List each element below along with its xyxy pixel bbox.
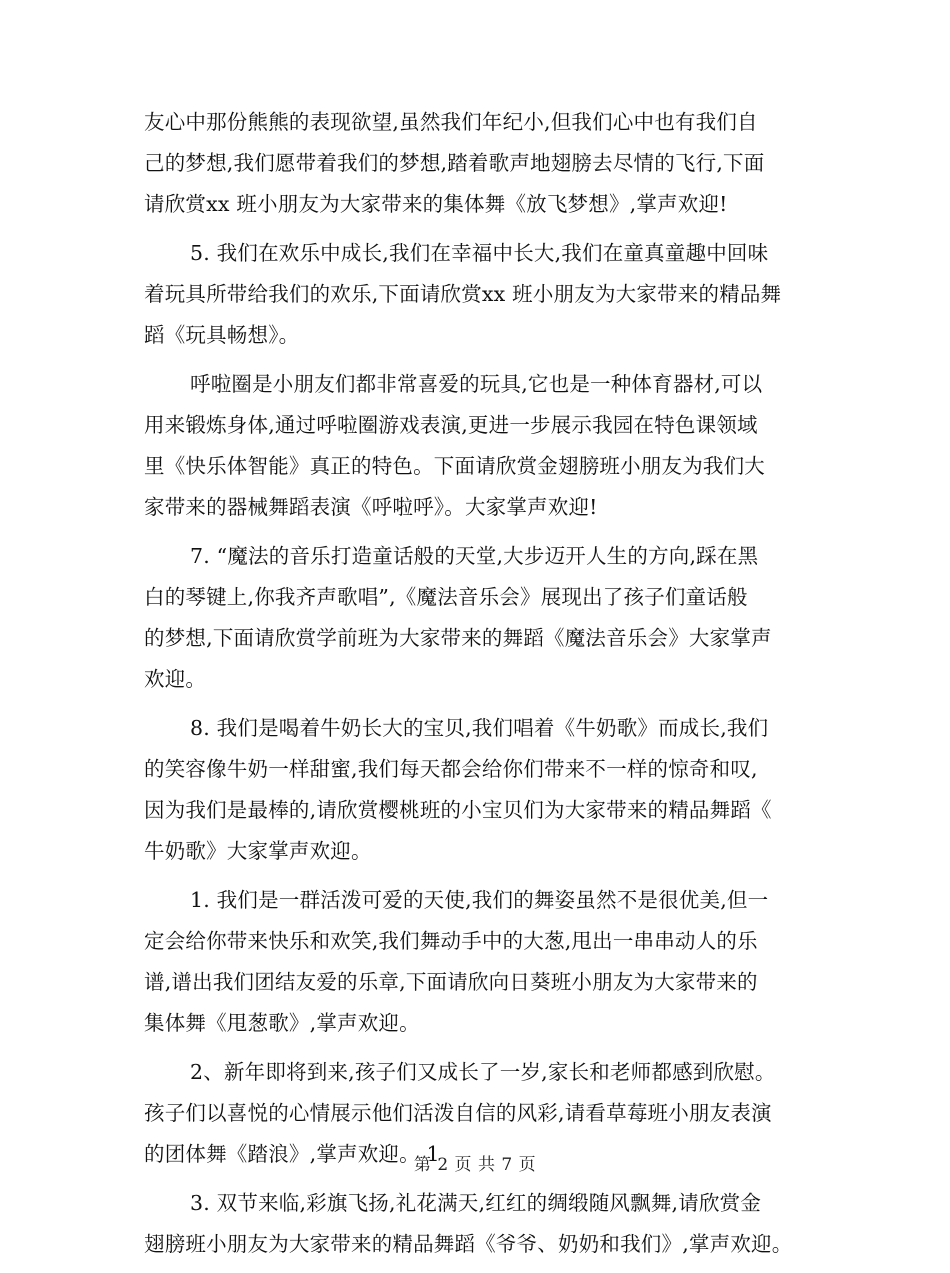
text-line: 8. 我们是喝着牛奶长大的宝贝,我们唱着《牛奶歌》而成长,我们 — [190, 716, 769, 740]
paragraph — [144, 880, 824, 1044]
text-line: 友心中那份熊熊的表现欲望,虽然我们年纪小,但我们心中也有我们自 — [144, 110, 758, 134]
text-line: 里《快乐体智能》真正的特色。下面请欣赏金翅膀班小朋友为我们大 — [144, 454, 765, 478]
text-line: 蹈《玩具畅想》。 — [144, 323, 300, 347]
text-line: 集体舞《甩葱歌》,掌声欢迎。 — [144, 1011, 420, 1035]
paragraph — [144, 364, 824, 528]
text-line: 的梦想,下面请欣赏学前班为大家带来的舞蹈《魔法音乐会》大家掌声 — [144, 626, 772, 650]
document-body — [144, 102, 824, 1273]
paragraph — [144, 536, 824, 700]
paragraph — [144, 233, 824, 356]
text-line: 牛奶歌》大家掌声欢迎。 — [144, 839, 372, 863]
text-line: 3. 双节来临,彩旗飞扬,礼花满天,红红的绸缎随风飘舞,请欣赏金 — [190, 1191, 762, 1215]
text-line: 5. 我们在欢乐中成长,我们在幸福中长大,我们在童真童趣中回味 — [190, 241, 769, 265]
text-line: 2、新年即将到来,孩子们又成长了一岁,家长和老师都感到欣慰。 — [190, 1060, 776, 1084]
paragraph — [144, 102, 824, 225]
text-line: 己的梦想,我们愿带着我们的梦想,踏着歌声地翅膀去尽情的飞行,下面 — [144, 151, 765, 175]
paragraph — [144, 708, 824, 872]
page-number-footer: 第 2 页 共 7 页 — [413, 1155, 537, 1175]
text-line: 因为我们是最棒的,请欣赏樱桃班的小宝贝们为大家带来的精品舞蹈《 — [144, 798, 772, 822]
text-line: 的团体舞《踏浪》,掌声欢迎。 1 — [144, 1142, 440, 1166]
text-line: 孩子们以喜悦的心情展示他们活泼自信的风彩,请看草莓班小朋友表演 — [144, 1101, 772, 1125]
text-line: 呼啦圈是小朋友们都非常喜爱的玩具,它也是一种体育器材,可以 — [190, 372, 763, 396]
text-line: 1. 我们是一群活泼可爱的天使,我们的舞姿虽然不是很优美,但一 — [190, 888, 769, 912]
text-line: 请欣赏xx 班小朋友为大家带来的集体舞《放飞梦想》,掌声欢迎! — [144, 192, 728, 216]
text-line: 白的琴键上,你我齐声歌唱”,《魔法音乐会》展现出了孩子们童话般 — [144, 585, 748, 609]
text-line: 着玩具所带给我们的欢乐,下面请欣赏xx 班小朋友为大家带来的精品舞 — [144, 282, 782, 306]
text-line: 家带来的器械舞蹈表演《呼啦呼》。大家掌声欢迎! — [144, 495, 598, 519]
text-line: 用来锻炼身体,通过呼啦圈游戏表演,更进一步展示我园在特色课领域 — [144, 413, 758, 437]
text-line: 谱,谱出我们团结友爱的乐章,下面请欣向日葵班小朋友为大家带来的 — [144, 970, 758, 994]
paragraph — [144, 1183, 824, 1265]
text-line: 翅膀班小朋友为大家带来的精品舞蹈《爷爷、奶奶和我们》,掌声欢迎。 — [144, 1232, 793, 1256]
text-line: 欢迎。 — [144, 667, 207, 691]
text-line: 的笑容像牛奶一样甜蜜,我们每天都会给你们带来不一样的惊奇和叹, — [144, 757, 758, 781]
text-line: 7. “魔法的音乐打造童话般的天堂,大步迈开人生的方向,踩在黑 — [190, 544, 759, 568]
text-line: 定会给你带来快乐和欢笑,我们舞动手中的大葱,甩出一串串动人的乐 — [144, 929, 758, 953]
